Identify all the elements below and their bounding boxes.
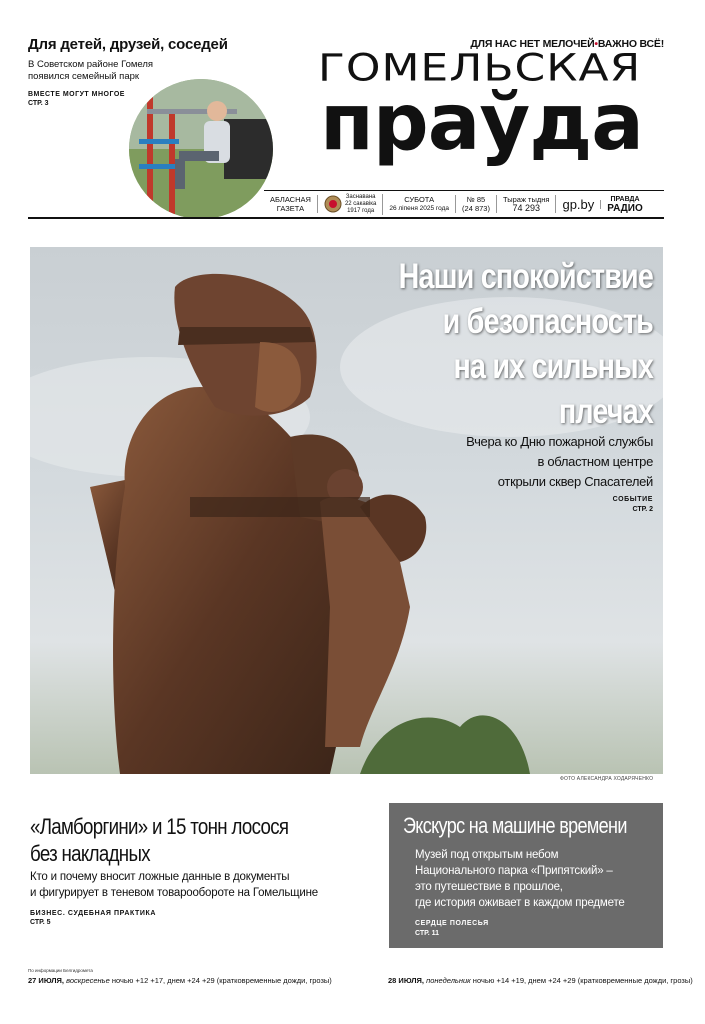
article2-title[interactable]: Экскурс на машине времени [403, 813, 627, 838]
main-rubric: СОБЫТИЕ [612, 496, 653, 503]
article1-rubric: БИЗНЕС. СУДЕБНАЯ ПРАКТИКА [30, 910, 157, 917]
photo-credit: ФОТО АЛЕКСАНДРА ХОДАРЯЧЕНКО [560, 776, 654, 782]
main-subheadline: Вчера ко Дню пожарной службы в областном центре открыли сквер Спасателей [466, 434, 653, 489]
issue-date: СУБОТА 26 ліпеня 2025 года [383, 195, 456, 213]
article1-page-ref[interactable]: СТР. 5 [30, 919, 51, 926]
weather-day1: 27 ИЮЛЯ, воскресенье ночью +12 +17, днем +24 +29 (кратковременные дожди, грозы) [28, 976, 332, 985]
masthead-title-line1[interactable]: ГОМЕЛЬСКАЯ [318, 46, 642, 90]
slogan-part2: ВАЖНО ВСЁ! [597, 38, 664, 50]
site-link[interactable]: gp.by [556, 200, 601, 209]
masthead-title-line2[interactable]: праўда [320, 78, 643, 168]
circulation: Тыраж тыдня 74 293 [497, 195, 557, 213]
main-headline[interactable]: Наши спокойствие и безопасность на их сильных плечах [398, 257, 653, 431]
radio-logo[interactable]: ПРАВДА РАДИО [607, 196, 643, 214]
article2-rubric: СЕРДЦЕ ПОЛЕСЬЯ [415, 920, 489, 927]
article1-title[interactable]: «Ламборгини» и 15 тонн лосося без накладных [30, 814, 289, 866]
teaser-title[interactable]: Для детей, друзей, соседей [28, 36, 228, 53]
slogan-dot: • [594, 38, 598, 50]
article2-lead: Музей под открытым небом Национального парка «Припятский» – это путешествие в прошлое, где история оживает в каждом предмете [415, 849, 625, 909]
issue-number: № 85 (24 873) [456, 195, 497, 213]
teaser-text: В Советском районе Гомеля появился семейный парк [28, 59, 154, 82]
weather-source: По информации Белгидромета [28, 968, 93, 973]
article2-page-ref[interactable]: СТР. 11 [415, 930, 440, 937]
teaser-photo[interactable] [129, 79, 273, 219]
teaser-rubric: ВМЕСТЕ МОГУТ МНОГОЕ [28, 91, 125, 98]
header-divider [28, 217, 664, 219]
teaser-page-ref[interactable]: СТР. 3 [28, 100, 49, 107]
article1-lead: Кто и почему вносит ложные данные в документы и фигурирует в теневом товарообороте на Гомельщине [30, 871, 318, 899]
weather-day2: 28 ИЮЛЯ, понедельник ночью +14 +19, днем +24 +29 (кратковременные дожди, грозы) [388, 976, 693, 985]
slogan-part1: ДЛЯ НАС НЕТ МЕЛОЧЕЙ [470, 38, 595, 50]
main-page-ref[interactable]: СТР. 2 [632, 506, 653, 513]
founded-info: Заснавана 22 сакавіка 1917 года [318, 194, 383, 215]
paper-type: АБЛАСНАЯ ГАЗЕТА [264, 195, 318, 213]
info-strip [264, 190, 664, 217]
playground-illustration [129, 79, 273, 219]
article2-box[interactable] [389, 803, 663, 948]
order-medal-icon [324, 195, 342, 213]
